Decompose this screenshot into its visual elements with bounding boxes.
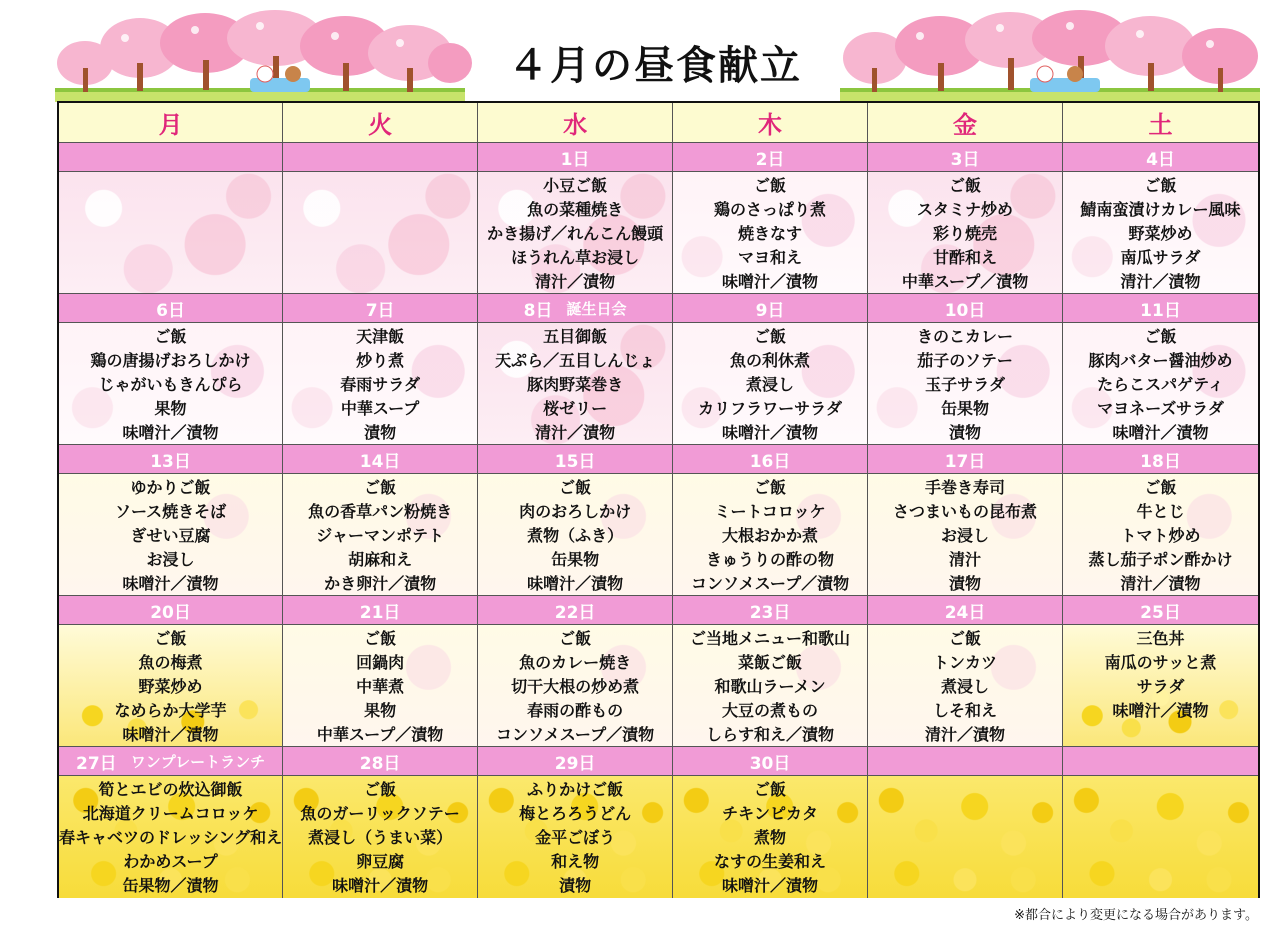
menu-item: じゃがいもきんぴら <box>98 375 243 394</box>
menu-cell <box>283 474 478 596</box>
menu-item: しそ和え <box>933 701 998 720</box>
menu-item: かき揚げ／れんこん饅頭 <box>487 224 664 243</box>
date-text: 29日 <box>554 753 596 774</box>
date-text: 21日 <box>359 602 401 623</box>
menu-item: 缶果物 <box>551 550 600 569</box>
date-text: 17日 <box>944 451 986 472</box>
date-label <box>478 747 673 776</box>
menu-item: ご飯 <box>1144 176 1177 195</box>
menu-item: 玉子サラダ <box>925 375 1005 394</box>
date-label <box>283 596 478 625</box>
menu-item: 野菜炒め <box>1128 224 1193 243</box>
menu-item: ご飯 <box>154 327 187 346</box>
menu-item: 魚の梅煮 <box>138 653 203 672</box>
event-label: 誕生日会 <box>566 299 627 318</box>
menu-item: ご飯 <box>154 629 187 648</box>
date-label-empty <box>59 143 283 172</box>
menu-item: コンソメスープ／漬物 <box>691 574 850 593</box>
menu-cell <box>1063 172 1258 294</box>
menu-item: 味噌汁／漬物 <box>527 574 624 593</box>
menu-cell <box>478 625 673 747</box>
date-label <box>1063 143 1258 172</box>
menu-item: 金平ごぼう <box>535 828 616 847</box>
date-label <box>673 294 868 323</box>
menu-item: 甘酢和え <box>933 248 998 267</box>
date-text: 15日 <box>554 451 596 472</box>
menu-item: ジャーマンポテト <box>316 526 444 545</box>
lunch-menu-calendar <box>57 101 1260 898</box>
date-label <box>673 596 868 625</box>
menu-item: わかめスープ <box>123 852 218 871</box>
menu-item: 切干大根の炒め煮 <box>511 677 640 696</box>
menu-item: 清汁／漬物 <box>1120 272 1201 291</box>
menu-item: 春雨サラダ <box>340 375 421 394</box>
date-label <box>1063 596 1258 625</box>
date-label <box>673 747 868 776</box>
menu-item: 彩り焼売 <box>933 224 998 243</box>
menu-cell <box>868 474 1063 596</box>
menu-item: 春雨の酢もの <box>527 701 624 720</box>
menu-item: しらす和え／漬物 <box>706 725 835 744</box>
menu-cell <box>59 625 283 747</box>
menu-item: 煮浸し <box>941 677 990 696</box>
menu-cell <box>673 323 868 445</box>
date-text: 6日 <box>156 300 185 321</box>
date-label <box>868 294 1063 323</box>
menu-item: ふりかけご飯 <box>527 780 624 799</box>
date-label-empty <box>868 747 1063 776</box>
menu-cell <box>868 776 1063 898</box>
weekday-header: 水 <box>478 103 673 143</box>
menu-cell <box>59 172 283 294</box>
menu-item: 豚肉野菜巻き <box>527 375 624 394</box>
menu-cell <box>283 323 478 445</box>
date-text: 13日 <box>150 451 191 472</box>
date-text: 18日 <box>1140 451 1181 472</box>
menu-item: 南瓜サラダ <box>1120 248 1201 267</box>
date-text: 23日 <box>749 602 791 623</box>
menu-item: ご飯 <box>364 629 397 648</box>
menu-item: 漬物 <box>364 423 397 442</box>
date-label <box>478 143 673 172</box>
menu-item: 五目御飯 <box>543 327 608 346</box>
menu-item: ご当地メニュー和歌山 <box>690 629 851 648</box>
menu-item: ご飯 <box>754 327 787 346</box>
menu-item: 筍とエビの炊込御飯 <box>98 780 243 799</box>
menu-item: 魚の香草パン粉焼き <box>308 502 453 521</box>
date-text: 28日 <box>359 753 401 774</box>
menu-cell <box>868 172 1063 294</box>
menu-item: 焼きなす <box>738 224 803 243</box>
menu-item: なすの生姜和え <box>714 852 827 871</box>
menu-item: 大根おかか煮 <box>722 526 819 545</box>
menu-item: たらこスパゲティ <box>1097 375 1224 394</box>
menu-item: トンカツ <box>933 653 998 672</box>
menu-item: コンソメスープ／漬物 <box>496 725 655 744</box>
menu-item: 梅とろろうどん <box>519 804 632 823</box>
menu-item: 鶏のさっぱり煮 <box>714 200 827 219</box>
date-text: 27日 <box>76 753 117 774</box>
date-label <box>283 445 478 474</box>
menu-item: 清汁 <box>949 550 982 569</box>
date-text: 2日 <box>755 149 785 170</box>
date-text: 24日 <box>944 602 986 623</box>
menu-item: 味噌汁／漬物 <box>332 876 429 895</box>
menu-cell <box>673 776 868 898</box>
date-label <box>1063 445 1258 474</box>
menu-item: 果物 <box>364 701 397 720</box>
date-label <box>283 294 478 323</box>
menu-item: 清汁／漬物 <box>925 725 1006 744</box>
cherry-blossom-trees-left <box>55 8 465 102</box>
date-text: 4日 <box>1146 149 1175 170</box>
menu-cell <box>283 776 478 898</box>
weekday-header: 月 <box>59 103 283 143</box>
footnote: ※都合により変更になる場合があります。 <box>1014 908 1258 923</box>
page-title: ４月の昼食献立 <box>508 43 802 89</box>
menu-item: ご飯 <box>364 780 397 799</box>
menu-item: 缶果物 <box>941 399 990 418</box>
menu-cell <box>59 776 283 898</box>
menu-item: 缶果物／漬物 <box>122 876 219 895</box>
date-label <box>283 747 478 776</box>
date-label <box>59 596 283 625</box>
date-text: 1日 <box>560 149 590 170</box>
menu-item: さつまいもの昆布煮 <box>893 502 1038 521</box>
menu-item: 茄子のソテー <box>917 351 1013 370</box>
menu-item: 漬物 <box>559 876 592 895</box>
menu-item: 煮物 <box>754 828 787 847</box>
date-label <box>59 747 283 776</box>
menu-item: ご飯 <box>559 478 592 497</box>
menu-cell <box>868 625 1063 747</box>
date-label <box>478 294 673 323</box>
cherry-blossom-trees-right <box>840 8 1260 102</box>
header-decoration <box>0 0 1280 102</box>
menu-item: 中華煮 <box>356 677 405 696</box>
menu-item: 魚の菜種焼き <box>527 200 624 219</box>
menu-item: 煮浸し <box>746 375 795 394</box>
menu-cell <box>478 776 673 898</box>
date-label <box>59 294 283 323</box>
menu-item: 小豆ご飯 <box>543 176 608 195</box>
date-text: 11日 <box>1140 300 1181 321</box>
menu-cell <box>673 172 868 294</box>
menu-item: 味噌汁／漬物 <box>122 725 219 744</box>
menu-cell <box>1063 776 1258 898</box>
menu-item: 味噌汁／漬物 <box>122 574 219 593</box>
menu-item: きゅうりの酢の物 <box>706 550 835 569</box>
date-label <box>1063 294 1258 323</box>
menu-item: 魚のカレー焼き <box>519 653 632 672</box>
weekday-header: 土 <box>1063 103 1258 143</box>
menu-item: 卵豆腐 <box>356 852 405 871</box>
menu-cell <box>283 172 478 294</box>
date-text: 7日 <box>365 300 395 321</box>
menu-item: 蒸し茄子ポン酢かけ <box>1088 550 1233 569</box>
menu-item: 和え物 <box>551 852 600 871</box>
menu-item: サラダ <box>1136 677 1185 696</box>
date-label <box>478 445 673 474</box>
menu-item: 和歌山ラーメン <box>714 677 826 696</box>
menu-item: トマト炒め <box>1120 526 1201 545</box>
menu-item: 天津飯 <box>356 327 405 346</box>
menu-item: 味噌汁／漬物 <box>722 272 819 291</box>
menu-item: 漬物 <box>949 423 982 442</box>
menu-cell <box>283 625 478 747</box>
date-label <box>59 445 283 474</box>
date-text: 8日 <box>523 300 553 321</box>
menu-item: 魚のガーリックソテー <box>300 804 460 823</box>
weekday-header: 金 <box>868 103 1063 143</box>
menu-item: 味噌汁／漬物 <box>1112 423 1209 442</box>
menu-item: 牛とじ <box>1136 502 1185 521</box>
menu-item: 南瓜のサッと煮 <box>1104 653 1217 672</box>
menu-item: 野菜炒め <box>138 677 203 696</box>
menu-cell <box>478 172 673 294</box>
date-text: 3日 <box>950 149 980 170</box>
menu-item: 胡麻和え <box>348 550 413 569</box>
menu-item: 炒り煮 <box>356 351 405 370</box>
date-label <box>868 143 1063 172</box>
menu-item: 果物 <box>154 399 187 418</box>
date-text: 10日 <box>944 300 986 321</box>
date-text: 30日 <box>749 753 791 774</box>
menu-cell <box>1063 323 1258 445</box>
menu-item: 豚肉バター醤油炒め <box>1088 351 1233 370</box>
menu-cell <box>673 625 868 747</box>
menu-item: カリフラワーサラダ <box>698 399 842 418</box>
menu-item: 味噌汁／漬物 <box>722 876 819 895</box>
date-label <box>673 143 868 172</box>
menu-cell <box>59 323 283 445</box>
menu-item: なめらか大学芋 <box>114 701 227 720</box>
menu-item: ほうれん草お浸し <box>511 248 640 267</box>
menu-item: マヨ和え <box>738 248 803 267</box>
menu-item: 中華スープ／漬物 <box>316 725 444 744</box>
date-text: 9日 <box>755 300 785 321</box>
menu-cell <box>478 474 673 596</box>
date-label <box>868 445 1063 474</box>
menu-item: 味噌汁／漬物 <box>122 423 219 442</box>
date-text: 14日 <box>359 451 401 472</box>
date-text: 25日 <box>1140 602 1181 623</box>
menu-item: 鶏の唐揚げおろしかけ <box>90 351 251 370</box>
menu-item: ご飯 <box>949 629 982 648</box>
menu-item: 中華スープ <box>340 399 420 418</box>
menu-item: ソース焼きそば <box>114 502 227 521</box>
date-label-empty <box>1063 747 1258 776</box>
menu-item: スタミナ炒め <box>917 200 1014 219</box>
menu-item: 清汁／漬物 <box>535 272 616 291</box>
menu-cell <box>1063 474 1258 596</box>
menu-item: 煮浸し（うまい菜） <box>308 828 453 847</box>
menu-item: 漬物 <box>949 574 982 593</box>
menu-item: かき卵汁／漬物 <box>324 574 437 593</box>
menu-item: ご飯 <box>1144 478 1177 497</box>
menu-item: チキンピカタ <box>722 804 818 823</box>
menu-item: 味噌汁／漬物 <box>1112 701 1209 720</box>
event-label: ワンプレートランチ <box>130 752 266 771</box>
menu-item: 三色丼 <box>1136 629 1185 648</box>
menu-item: ゆかりご飯 <box>130 478 211 497</box>
menu-item: 味噌汁／漬物 <box>722 423 819 442</box>
menu-item: ご飯 <box>754 780 787 799</box>
menu-item: 清汁／漬物 <box>535 423 616 442</box>
menu-item: 春キャベツのドレッシング和え <box>59 828 283 847</box>
menu-item: 中華スープ／漬物 <box>901 272 1029 291</box>
date-text: 20日 <box>150 602 191 623</box>
menu-item: 桜ゼリー <box>543 399 608 418</box>
menu-item: ご飯 <box>754 176 787 195</box>
menu-item: 天ぷら／五目しんじょ <box>495 351 656 370</box>
date-text: 16日 <box>749 451 791 472</box>
menu-item: 肉のおろしかけ <box>519 502 632 521</box>
menu-item: 清汁／漬物 <box>1120 574 1201 593</box>
menu-item: 魚の利休煮 <box>730 351 811 370</box>
weekday-header: 木 <box>673 103 868 143</box>
menu-item: ご飯 <box>949 176 982 195</box>
date-text: 22日 <box>554 602 596 623</box>
menu-item: ご飯 <box>364 478 397 497</box>
menu-cell <box>868 323 1063 445</box>
menu-cell <box>59 474 283 596</box>
menu-item: 手巻き寿司 <box>925 478 1006 497</box>
menu-item: ミートコロッケ <box>714 502 826 521</box>
date-label <box>478 596 673 625</box>
menu-item: ぎせい豆腐 <box>130 526 211 545</box>
weekday-header: 火 <box>283 103 478 143</box>
menu-item: お浸し <box>941 526 990 545</box>
menu-item: ご飯 <box>559 629 592 648</box>
menu-item: マヨネーズサラダ <box>1097 399 1224 418</box>
menu-cell <box>673 474 868 596</box>
date-label <box>868 596 1063 625</box>
menu-item: ご飯 <box>754 478 787 497</box>
menu-cell <box>478 323 673 445</box>
menu-item: 北海道クリームコロッケ <box>82 804 259 823</box>
menu-item: 菜飯ご飯 <box>738 653 803 672</box>
date-label <box>673 445 868 474</box>
menu-item: お浸し <box>146 550 195 569</box>
menu-item: ご飯 <box>1144 327 1177 346</box>
menu-item: きのこカレー <box>917 327 1014 346</box>
menu-item: 煮物（ふき） <box>527 526 624 545</box>
menu-item: 回鍋肉 <box>356 653 405 672</box>
menu-cell <box>1063 625 1258 747</box>
date-label-empty <box>283 143 478 172</box>
menu-item: 大豆の煮もの <box>722 701 819 720</box>
menu-item: 鯖南蛮漬けカレー風味 <box>1080 200 1241 219</box>
